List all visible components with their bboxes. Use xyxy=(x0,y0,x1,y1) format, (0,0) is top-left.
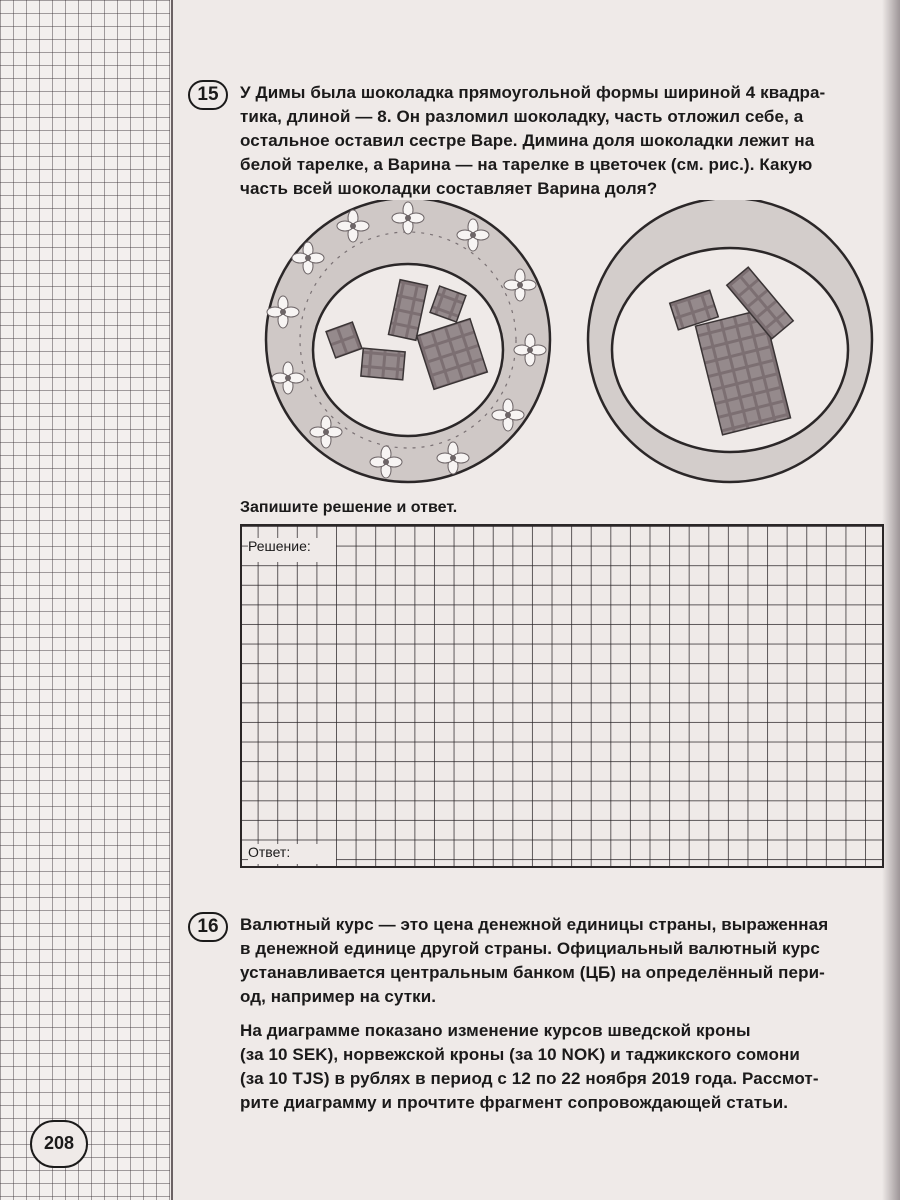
task-16-line: (за 10 TJS) в рублях в период с 12 по 22 ноября 2019 года. Рассмот- xyxy=(240,1069,819,1088)
task-15-line: белой тарелке, а Варина — на тарелке в цветочек (см. рис.). Какую xyxy=(240,155,813,174)
page-number: 208 xyxy=(30,1120,88,1168)
task-15-line: часть всей шоколадки составляет Варина доля? xyxy=(240,179,658,198)
task-15-text xyxy=(240,81,882,201)
task-15-line: остальное оставил сестре Варе. Димина доля шоколадки лежит на xyxy=(240,131,815,150)
task-16-line: (за 10 SEK), норвежской кроны (за 10 NOK) и таджикского сомони xyxy=(240,1045,800,1064)
margin-grid xyxy=(0,0,170,1200)
task-16-paragraph-2 xyxy=(240,1019,882,1115)
task-16-line: рите диаграмму и прочтите фрагмент сопровождающей статьи. xyxy=(240,1093,789,1112)
task-15-number: 15 xyxy=(188,80,228,110)
margin-rule xyxy=(171,0,173,1200)
page-edge-shadow xyxy=(882,0,900,1200)
task-16-line: На диаграмме показано изменение курсов шведской кроны xyxy=(240,1021,751,1040)
answer-grid[interactable] xyxy=(240,524,884,868)
task-15-instruction: Запишите решение и ответ. xyxy=(240,499,458,516)
task-15-line: У Димы была шоколадка прямоугольной формы шириной 4 квадра- xyxy=(240,83,826,102)
white-plate xyxy=(588,200,872,482)
plates-figure xyxy=(258,200,874,490)
task-15-line: тика, длиной — 8. Он разломил шоколадку, часть отложил себе, а xyxy=(240,107,804,126)
answer-label: Ответ: xyxy=(248,844,336,864)
task-16-line: устанавливается центральным банком (ЦБ) на определённый пери- xyxy=(240,963,825,982)
solution-label: Решение: xyxy=(248,538,336,562)
task-16-number: 16 xyxy=(188,912,228,942)
flower-plate xyxy=(266,200,550,482)
task-16-line: од, например на сутки. xyxy=(240,987,437,1006)
task-16-line: в денежной единице другой страны. Официальный валютный курс xyxy=(240,939,820,958)
task-16-paragraph-1 xyxy=(240,913,882,1009)
task-16-line: Валютный курс — это цена денежной единицы страны, выраженная xyxy=(240,915,829,934)
